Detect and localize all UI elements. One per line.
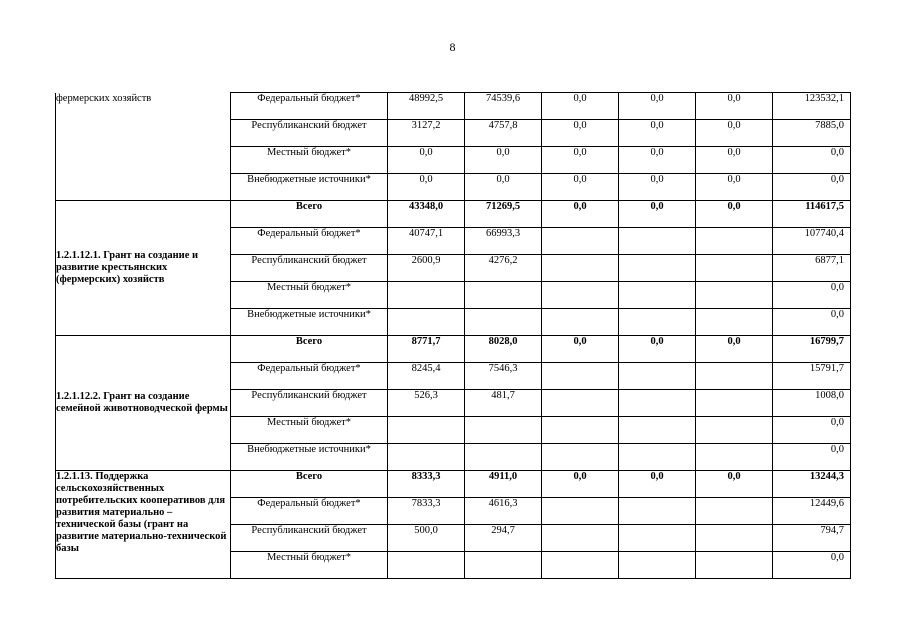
table-body — [56, 93, 851, 579]
funding-source: Местный бюджет* — [231, 552, 388, 579]
funding-source: Федеральный бюджет* — [231, 363, 388, 390]
value-cell — [542, 255, 619, 282]
value-cell — [465, 552, 542, 579]
value-cell: 71269,5 — [465, 201, 542, 228]
value-cell: 0,0 — [542, 336, 619, 363]
value-cell: 0,0 — [773, 282, 851, 309]
funding-source: Федеральный бюджет* — [231, 93, 388, 120]
value-cell: 4276,2 — [465, 255, 542, 282]
value-cell — [388, 309, 465, 336]
value-cell: 0,0 — [619, 120, 696, 147]
value-cell: 3127,2 — [388, 120, 465, 147]
funding-source: Республиканский бюджет — [231, 255, 388, 282]
value-cell: 7833,3 — [388, 498, 465, 525]
value-cell: 0,0 — [696, 93, 773, 120]
section-name: фермерских хозяйств — [56, 93, 231, 201]
total-row — [56, 336, 851, 363]
value-cell — [542, 363, 619, 390]
value-cell: 0,0 — [388, 147, 465, 174]
value-cell: 0,0 — [542, 174, 619, 201]
value-cell — [619, 309, 696, 336]
value-cell — [388, 417, 465, 444]
value-cell — [388, 444, 465, 471]
funding-source: Всего — [231, 471, 388, 498]
value-cell — [619, 228, 696, 255]
value-cell: 0,0 — [542, 201, 619, 228]
value-cell — [696, 525, 773, 552]
value-cell — [542, 417, 619, 444]
value-cell: 481,7 — [465, 390, 542, 417]
funding-source: Внебюджетные источники* — [231, 444, 388, 471]
value-cell: 2600,9 — [388, 255, 465, 282]
value-cell: 48992,5 — [388, 93, 465, 120]
funding-source: Внебюджетные источники* — [231, 174, 388, 201]
section-name: 1.2.1.12.1. Грант на создание и развитие крестьянских (фермерских) хозяйств — [56, 201, 231, 336]
value-cell: 0,0 — [619, 471, 696, 498]
value-cell: 0,0 — [619, 147, 696, 174]
funding-source: Федеральный бюджет* — [231, 228, 388, 255]
value-cell — [696, 444, 773, 471]
funding-source: Местный бюджет* — [231, 282, 388, 309]
value-cell: 16799,7 — [773, 336, 851, 363]
value-cell: 0,0 — [542, 120, 619, 147]
table-row — [56, 93, 851, 120]
value-cell: 0,0 — [696, 471, 773, 498]
value-cell — [465, 309, 542, 336]
value-cell: 0,0 — [696, 147, 773, 174]
value-cell — [542, 525, 619, 552]
value-cell — [696, 417, 773, 444]
value-cell — [696, 498, 773, 525]
value-cell: 0,0 — [773, 417, 851, 444]
value-cell — [542, 282, 619, 309]
value-cell: 13244,3 — [773, 471, 851, 498]
value-cell: 0,0 — [773, 552, 851, 579]
value-cell: 4616,3 — [465, 498, 542, 525]
value-cell — [696, 282, 773, 309]
value-cell: 0,0 — [696, 120, 773, 147]
value-cell: 0,0 — [388, 174, 465, 201]
total-row — [56, 471, 851, 498]
value-cell: 0,0 — [696, 201, 773, 228]
value-cell — [696, 363, 773, 390]
value-cell: 8333,3 — [388, 471, 465, 498]
value-cell: 1008,0 — [773, 390, 851, 417]
value-cell: 0,0 — [542, 471, 619, 498]
value-cell — [542, 309, 619, 336]
value-cell — [619, 363, 696, 390]
value-cell: 0,0 — [773, 147, 851, 174]
value-cell: 123532,1 — [773, 93, 851, 120]
section-name: 1.2.1.12.2. Грант на создание семейной животноводческой фермы — [56, 336, 231, 471]
value-cell — [619, 417, 696, 444]
page-number: 8 — [449, 40, 456, 54]
value-cell — [465, 444, 542, 471]
value-cell: 500,0 — [388, 525, 465, 552]
total-row — [56, 201, 851, 228]
value-cell — [619, 255, 696, 282]
funding-source: Федеральный бюджет* — [231, 498, 388, 525]
value-cell — [619, 552, 696, 579]
value-cell: 8771,7 — [388, 336, 465, 363]
value-cell: 0,0 — [542, 147, 619, 174]
value-cell: 526,3 — [388, 390, 465, 417]
value-cell: 0,0 — [619, 336, 696, 363]
funding-source: Внебюджетные источники* — [231, 309, 388, 336]
value-cell — [619, 282, 696, 309]
value-cell: 8028,0 — [465, 336, 542, 363]
value-cell: 0,0 — [465, 174, 542, 201]
funding-source: Местный бюджет* — [231, 147, 388, 174]
value-cell: 8245,4 — [388, 363, 465, 390]
funding-source: Местный бюджет* — [231, 417, 388, 444]
value-cell — [542, 390, 619, 417]
value-cell: 0,0 — [619, 201, 696, 228]
value-cell — [619, 444, 696, 471]
value-cell — [619, 498, 696, 525]
budget-table — [55, 92, 851, 579]
value-cell: 0,0 — [465, 147, 542, 174]
value-cell: 0,0 — [696, 174, 773, 201]
value-cell: 0,0 — [619, 93, 696, 120]
value-cell: 7546,3 — [465, 363, 542, 390]
value-cell: 107740,4 — [773, 228, 851, 255]
value-cell — [465, 417, 542, 444]
value-cell: 0,0 — [619, 174, 696, 201]
value-cell: 4757,8 — [465, 120, 542, 147]
value-cell — [388, 282, 465, 309]
value-cell — [696, 309, 773, 336]
value-cell: 0,0 — [773, 174, 851, 201]
funding-source: Республиканский бюджет — [231, 390, 388, 417]
value-cell: 0,0 — [542, 93, 619, 120]
value-cell: 15791,7 — [773, 363, 851, 390]
value-cell: 794,7 — [773, 525, 851, 552]
value-cell: 7885,0 — [773, 120, 851, 147]
value-cell: 0,0 — [773, 444, 851, 471]
section-name: 1.2.1.13. Поддержка сельскохозяйственных потребительских кооперативов для развития материально – технической базы (грант на развитие материально-технической базы — [56, 471, 231, 579]
funding-source: Всего — [231, 201, 388, 228]
value-cell: 66993,3 — [465, 228, 542, 255]
value-cell: 0,0 — [773, 309, 851, 336]
value-cell — [696, 228, 773, 255]
value-cell: 4911,0 — [465, 471, 542, 498]
funding-source: Республиканский бюджет — [231, 120, 388, 147]
value-cell: 12449,6 — [773, 498, 851, 525]
value-cell — [696, 255, 773, 282]
value-cell — [696, 390, 773, 417]
value-cell: 43348,0 — [388, 201, 465, 228]
value-cell: 74539,6 — [465, 93, 542, 120]
value-cell — [542, 444, 619, 471]
value-cell — [542, 552, 619, 579]
value-cell — [465, 282, 542, 309]
value-cell: 40747,1 — [388, 228, 465, 255]
funding-source: Всего — [231, 336, 388, 363]
value-cell — [542, 498, 619, 525]
value-cell: 294,7 — [465, 525, 542, 552]
value-cell — [619, 525, 696, 552]
value-cell: 114617,5 — [773, 201, 851, 228]
funding-source: Республиканский бюджет — [231, 525, 388, 552]
value-cell — [388, 552, 465, 579]
value-cell — [542, 228, 619, 255]
value-cell: 0,0 — [696, 336, 773, 363]
value-cell — [619, 390, 696, 417]
value-cell: 6877,1 — [773, 255, 851, 282]
value-cell — [696, 552, 773, 579]
